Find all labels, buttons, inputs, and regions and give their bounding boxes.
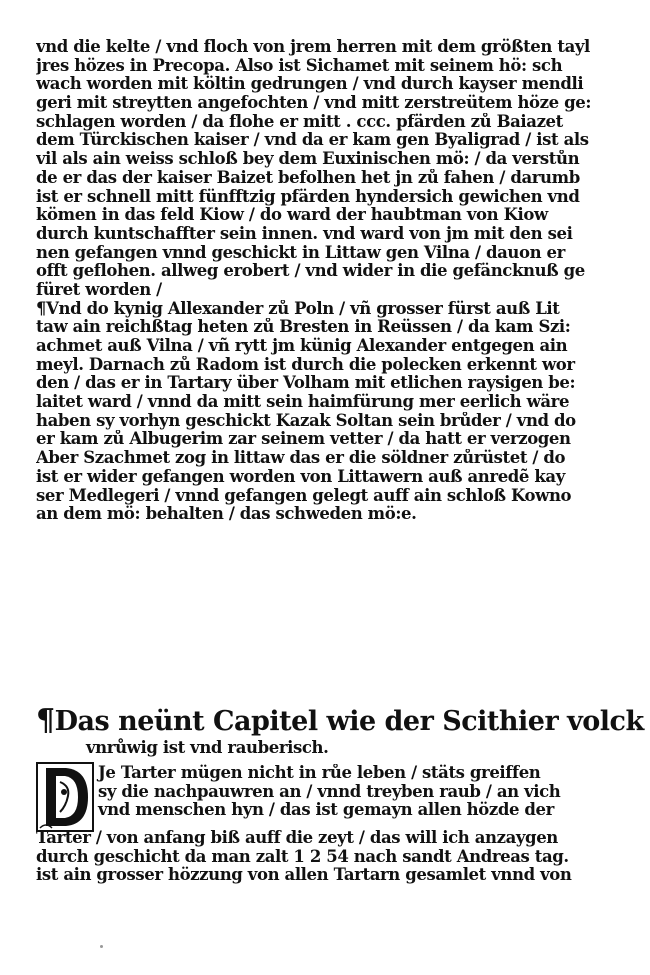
text-line: geri mit streytten angefochten / vnd mitt zerstreütem höze ge:	[36, 94, 592, 113]
pilcrow-mark: ¶	[36, 703, 55, 738]
text-block-upper	[36, 38, 616, 524]
text-line: vil als ain weiss schloß bey dem Euxinischen mö: / da verstůn	[36, 150, 580, 169]
chapter-heading	[36, 703, 644, 758]
text-line: wach worden mit költin gedrungen / vnd durch kayser mendli	[36, 75, 584, 94]
text-line: füret worden /	[36, 280, 162, 299]
text-line: taw ain reichßtag heten zů Bresten in Reüssen / da kam Szi:	[36, 318, 571, 337]
text-line: Tarter / von anfang biß auff die zeyt / das will ich anzaygen	[36, 829, 558, 847]
text-line: laitet ward / vnnd da mitt sein haimfürung mer eerlich wäre	[36, 393, 570, 412]
text-line: schlagen worden / da flohe er mitt . ccc. pfärden zů Baiazet	[36, 112, 563, 131]
text-line: haben sy vorhyn geschickt Kazak Soltan sein brůder / vnd do	[36, 411, 576, 430]
chapter-subtitle: vnrůwig ist vnd rauberisch.	[86, 738, 329, 757]
text-line: de er das der kaiser Baizet befolhen het jn zů fahen / darumb	[36, 168, 580, 187]
text-line: vnd menschen hyn / das ist gemayn allen hözde der	[98, 801, 554, 820]
chapter-title: Das neünt Capitel wie der Scithier volck	[54, 706, 644, 737]
text-line: er kam zů Albugerim zar seinem vetter / da hatt er verzogen	[36, 430, 571, 449]
text-block-lower	[36, 829, 626, 885]
text-line: Aber Szachmet zog in littaw das er die söldner zůrüstet / do	[36, 449, 566, 468]
text-line: nen gefangen vnnd geschickt in Littaw gen Vilna / dauon er	[36, 243, 565, 262]
text-line: achmet auß Vilna / vñ rytt jm künig Alexander entgegen ain	[36, 337, 568, 355]
text-line: dem Türckischen kaiser / vnd da er kam gen Byaligrad / ist als	[36, 131, 589, 150]
text-line: durch kuntschaffter sein innen. vnd ward von jm mit den sei	[36, 224, 573, 243]
text-line: Je Tarter mügen nicht in růe leben / stäts greiffen	[98, 764, 541, 782]
text-line: ist er wider gefangen worden von Littawern auß anredẽ kay	[36, 467, 565, 486]
text-line: offt geflohen. allweg erobert / vnd wider in die gefäncknuß ge	[36, 262, 585, 281]
paper-speck	[100, 945, 103, 948]
text-line: vnd die kelte / vnd floch von jrem herren mit dem größten tayl	[36, 38, 590, 56]
text-line: meyl. Darnach zů Radom ist durch die polecken erkennt wor	[36, 355, 575, 374]
text-line: kömen in das feld Kiow / do ward der haubtman von Kiow	[36, 206, 548, 225]
text-line: ¶Vnd do kynig Allexander zů Poln / vñ grosser fürst auß Lit	[36, 299, 560, 318]
text-line: an dem mö: behalten / das schweden mö:e.	[36, 505, 417, 524]
text-line: durch geschicht da man zalt 1 2 54 nach sandt Andreas tag.	[36, 847, 569, 866]
text-line: ser Medlegeri / vnnd gefangen gelegt auff ain schloß Kowno	[36, 486, 572, 505]
initial-letter: D	[65, 802, 66, 803]
text-line: ist er schnell mitt fünfftzig pfärden hyndersich gewichen vnd	[36, 187, 580, 206]
text-block-initial	[36, 764, 616, 820]
chapter-title-line	[36, 703, 644, 738]
text-line: den / das er in Tartary über Volham mit etlichen raysigen be:	[36, 374, 576, 393]
text-line: ist ain grosser hözzung von allen Tartarn gesamlet vnnd von	[36, 866, 572, 885]
text-line: jres hözes in Precopa. Also ist Sichamet mit seinem hö: sch	[36, 56, 563, 75]
text-line: sy die nachpauwren an / vnnd treyben raub / an vich	[98, 782, 561, 801]
